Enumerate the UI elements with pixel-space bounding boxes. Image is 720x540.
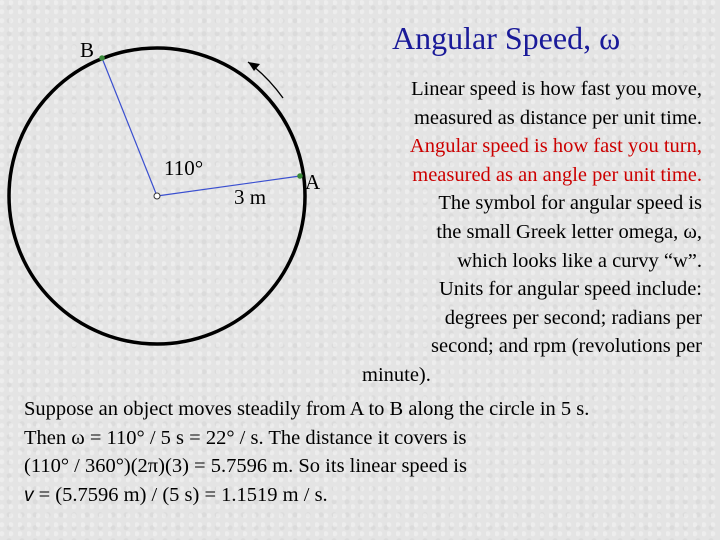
example-text bbox=[24, 395, 714, 510]
explanation-line-highlight: Angular speed is how fast you turn, bbox=[409, 135, 702, 158]
explanation-line: the small Greek letter omega, ω, bbox=[436, 220, 702, 243]
point-b-dot bbox=[99, 55, 105, 61]
explanation-line: Units for angular speed include: bbox=[438, 278, 702, 301]
explanation-line-highlight: measured as an angle per unit time. bbox=[412, 163, 702, 186]
example-line-rest: = (5.7596 m) / (5 s) = 1.1519 m / s. bbox=[33, 483, 328, 506]
radius-to-b bbox=[102, 58, 157, 196]
explanation-line: minute). bbox=[362, 363, 431, 386]
variable-v: v bbox=[24, 484, 34, 506]
label-radius: 3 m bbox=[234, 185, 267, 209]
point-a-dot bbox=[297, 173, 303, 179]
slide-title: Angular Speed, ω bbox=[392, 20, 621, 56]
example-line: Then ω = 110° / 5 s = 22° / s. The distance it covers is bbox=[24, 426, 467, 449]
label-point-a: A bbox=[305, 170, 321, 194]
example-line: (110° / 360°)(2π)(3) = 5.7596 m. So its linear speed is bbox=[24, 455, 467, 478]
label-angle: 110° bbox=[164, 156, 204, 180]
explanation-line: The symbol for angular speed is bbox=[438, 192, 702, 215]
explanation-line: degrees per second; radians per bbox=[444, 306, 702, 329]
explanation-line: which looks like a curvy “w”. bbox=[457, 249, 702, 272]
explanation-text bbox=[352, 75, 702, 390]
explanation-line: Linear speed is how fast you move, bbox=[411, 78, 702, 100]
explanation-line: measured as distance per unit time. bbox=[413, 106, 702, 129]
example-line: Suppose an object moves steadily from A to B along the circle in 5 s. bbox=[24, 398, 590, 420]
center-point bbox=[154, 193, 160, 199]
explanation-line: second; and rpm (revolutions per bbox=[431, 335, 702, 358]
label-point-b: B bbox=[80, 38, 95, 62]
example-line bbox=[24, 481, 714, 511]
